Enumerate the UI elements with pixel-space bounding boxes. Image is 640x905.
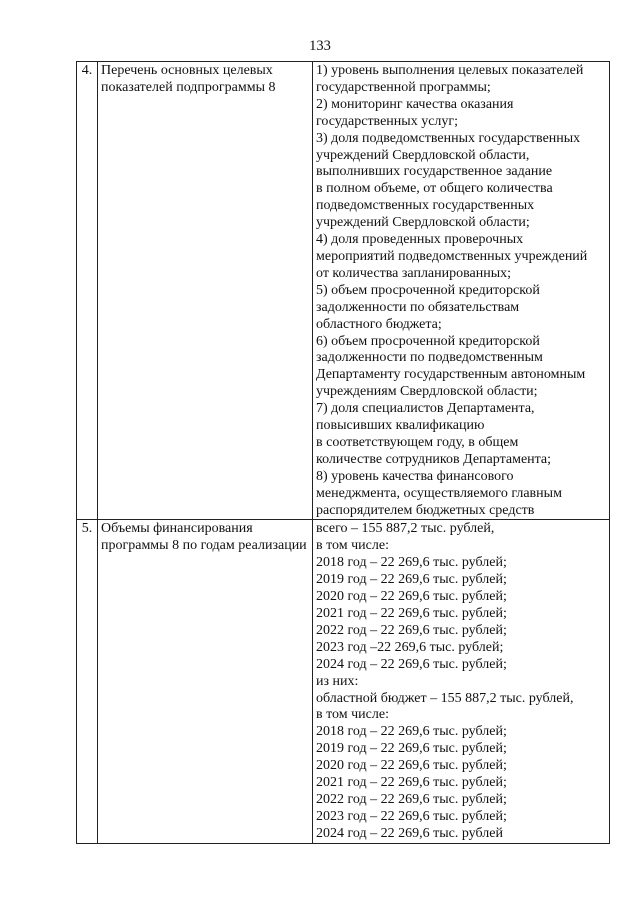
- value-line: 2020 год – 22 269,6 тыс. рублей;: [316, 758, 507, 774]
- value-line: 2) мониторинг качества оказания: [316, 96, 514, 112]
- value-line: 2021 год – 22 269,6 тыс. рублей;: [316, 606, 507, 621]
- value-line: задолженности по подведомственным: [316, 350, 543, 366]
- passport-table: [76, 61, 610, 844]
- row-label: [98, 62, 313, 520]
- value-line: 6) объем просроченной кредиторской: [316, 333, 540, 349]
- value-line: 2018 год – 22 269,6 тыс. рублей;: [316, 724, 507, 740]
- value-line: 7) доля специалистов Департамента,: [316, 401, 535, 417]
- value-line: 3) доля подведомственных государственных: [316, 130, 581, 146]
- value-line: 2024 год – 22 269,6 тыс. рублей;: [316, 656, 507, 672]
- page-number: 133: [309, 38, 331, 54]
- value-line: из них:: [316, 673, 359, 689]
- value-line: государственных услуг;: [316, 113, 459, 129]
- value-line: учреждений Свердловской области,: [316, 147, 530, 163]
- value-line: выполнивших государственное задание: [316, 164, 553, 180]
- value-line: учреждений Свердловской области;: [316, 215, 530, 231]
- row-number: 4.: [77, 62, 98, 520]
- value-line: 2021 год – 22 269,6 тыс. рублей;: [316, 775, 507, 791]
- row-value: [313, 520, 610, 843]
- value-line: 2024 год – 22 269,6 тыс. рублей: [316, 825, 503, 841]
- value-line: количестве сотрудников Департамента;: [316, 451, 552, 467]
- value-line: областной бюджет – 155 887,2 тыс. рублей,: [316, 690, 574, 706]
- value-line: мероприятий подведомственных учреждений: [316, 248, 588, 264]
- value-line: 4) доля проведенных проверочных: [316, 232, 524, 248]
- value-line: 2023 год – 22 269,6 тыс. рублей;: [316, 808, 507, 824]
- row-label-text: Перечень основных целевых показателей подпрограммы 8: [101, 63, 276, 95]
- value-line: Департаменту государственным автономным: [316, 367, 586, 383]
- row-number: 5.: [77, 520, 98, 843]
- row-label: [98, 520, 313, 843]
- value-line: учреждениям Свердловской области;: [316, 384, 538, 400]
- table-row: [77, 62, 610, 520]
- value-line: подведомственных государственных: [316, 198, 535, 214]
- value-line: областного бюджета;: [316, 316, 442, 332]
- value-line: 2020 год – 22 269,6 тыс. рублей;: [316, 589, 507, 605]
- table-row: [77, 520, 610, 843]
- value-line: 5) объем просроченной кредиторской: [316, 282, 540, 298]
- value-line: в том числе:: [316, 538, 389, 554]
- value-line: в полном объеме, от общего количества: [316, 181, 553, 197]
- value-line: 2022 год – 22 269,6 тыс. рублей;: [316, 791, 507, 807]
- row-value: [313, 62, 610, 520]
- value-line: всего – 155 887,2 тыс. рублей,: [316, 521, 495, 537]
- value-line: государственной программы;: [316, 79, 491, 95]
- value-line: 2019 год – 22 269,6 тыс. рублей;: [316, 741, 507, 757]
- row-label-text: Объемы финансирования программы 8 по годам реализации: [101, 521, 307, 554]
- value-line: от количества запланированных;: [316, 265, 512, 281]
- value-line: в том числе:: [316, 707, 389, 723]
- value-line: 2022 год – 22 269,6 тыс. рублей;: [316, 622, 507, 638]
- value-line: 2019 год – 22 269,6 тыс. рублей;: [316, 572, 507, 588]
- value-line: 2023 год –22 269,6 тыс. рублей;: [316, 639, 504, 655]
- value-line: 8) уровень качества финансового: [316, 468, 514, 484]
- value-line: 1) уровень выполнения целевых показателей: [316, 63, 584, 78]
- value-line: распорядителем бюджетных средств: [316, 502, 535, 518]
- value-line: 2018 год – 22 269,6 тыс. рублей;: [316, 555, 507, 571]
- value-line: задолженности по обязательствам: [316, 299, 520, 315]
- value-line: повысивших квалификацию: [316, 418, 485, 434]
- value-line: менеджмента, осуществляемого главным: [316, 485, 562, 501]
- value-line: в соответствующем году, в общем: [316, 434, 519, 450]
